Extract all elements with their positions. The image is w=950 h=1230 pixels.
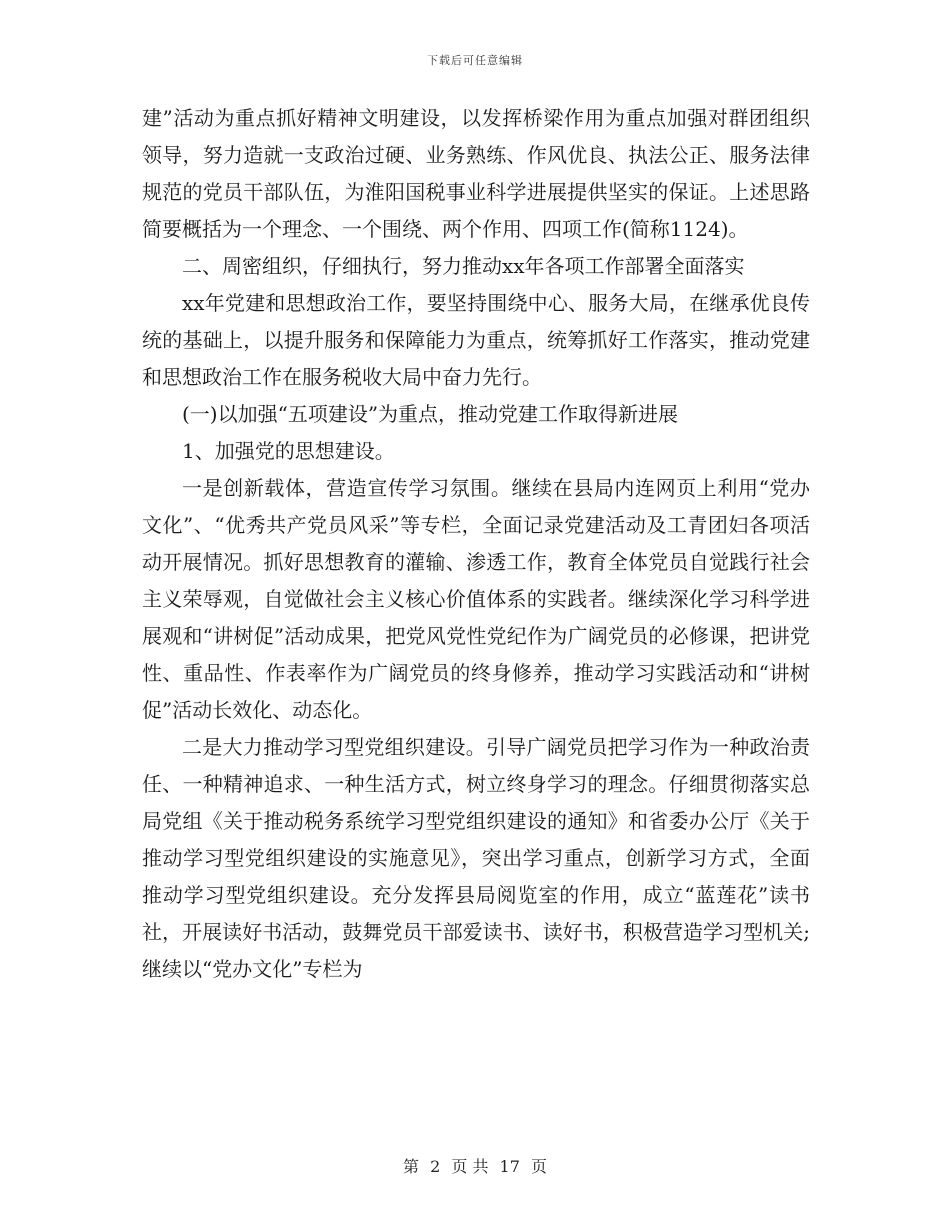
- page-footer: [0, 1154, 950, 1177]
- footer-suffix: 页: [531, 1157, 548, 1176]
- footer-middle: 页 共: [451, 1157, 489, 1176]
- footer-prefix: 第: [402, 1157, 419, 1176]
- item-heading-1: 1、加强党的思想建设。: [182, 439, 395, 463]
- page-header: 下载后可任意编辑: [427, 54, 523, 67]
- current-page-number: 2: [430, 1157, 441, 1176]
- total-page-count: 17: [499, 1157, 520, 1176]
- subsection-heading-1: (一)以加强“五项建设”为重点，推动党建工作取得新进展: [182, 402, 679, 426]
- document-body: [142, 100, 810, 988]
- paragraph-7: 二是大力推动学习型党组织建设。引导广阔党员把学习作为一种政治责任、一种精神追求、一种生活方式，树立终身学习的理念。仔细贯彻落实总局党组《关于推动税务系统学习型党组织建设的通知》和省委办公厅《关于推动学习型党组织建设的实施意见》，突出学习重点，创新学习方式，全面推动学习型党组织建设。充分发挥县局阅览室的作用，成立“蓝莲花”读书社，开展读好书活动，鼓舞党员干部爱读书、读好书，积极营造学习型机关;继续以“党办文化”专栏为: [142, 735, 810, 981]
- paragraph-3: xx年党建和思想政治工作，要坚持围绕中心、服务大局，在继承优良传统的基础上，以提升服务和保障能力为重点，统筹抓好工作落实，推动党建和思想政治工作在服务税收大局中奋力先行。: [142, 291, 810, 389]
- paragraph-1: 建”活动为重点抓好精神文明建设，以发挥桥梁作用为重点加强对群团组织领导，努力造就一支政治过硬、业务熟练、作风优良、执法公正、服务法律规范的党员干部队伍，为淮阳国税事业科学进展提供坚实的保证。上述思路简要概括为一个理念、一个围绕、两个作用、四项工作(简称1124)。: [142, 106, 810, 241]
- section-heading-2: 二、周密组织，仔细执行，努力推动xx年各项工作部署全面落实: [182, 254, 745, 278]
- paragraph-6: 一是创新载体，营造宣传学习氛围。继续在县局内连网页上利用“党办文化”、“优秀共产党员风采”等专栏，全面记录党建活动及工青团妇各项活动开展情况。抓好思想教育的灌输、渗透工作，教育全体党员自觉践行社会主义荣辱观，自觉做社会主义核心价值体系的实践者。继续深化学习科学进展观和“讲树促”活动成果，把党风党性党纪作为广阔党员的必修课，把讲党性、重品性、作表率作为广阔党员的终身修养，推动学习实践活动和“讲树促”活动长效化、动态化。: [142, 476, 810, 722]
